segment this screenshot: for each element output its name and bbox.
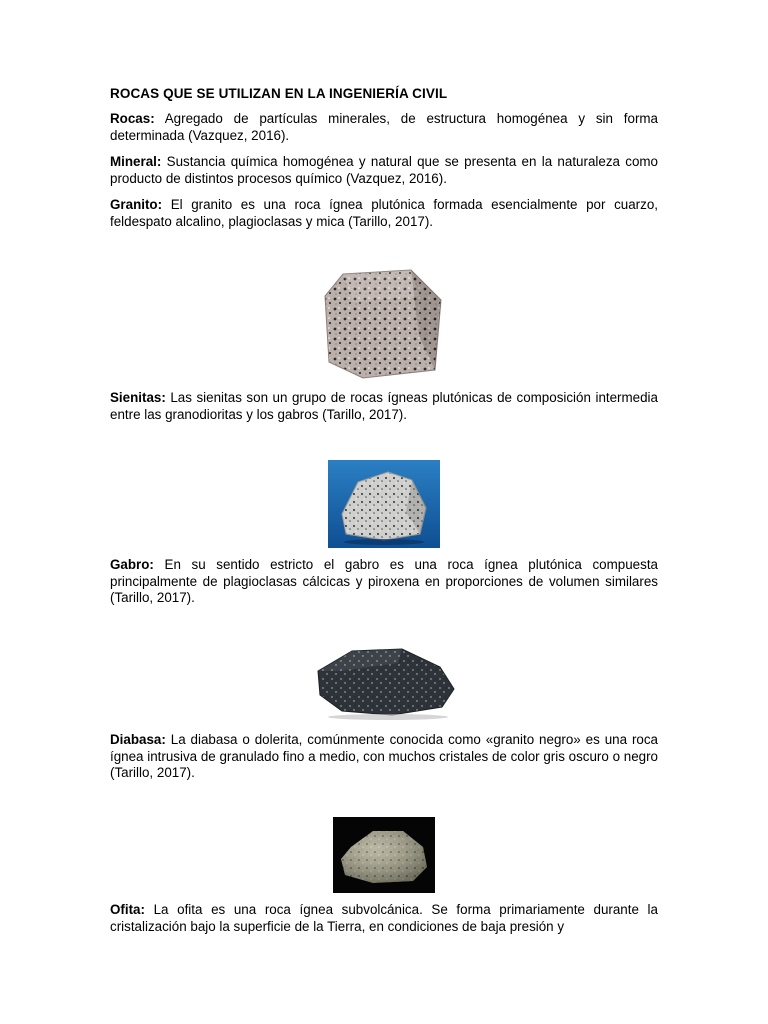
term-ofita: Ofita:: [110, 902, 145, 917]
sienita-image: [328, 460, 440, 548]
definition-rocas: Agregado de partículas minerales, de estructura homogénea y sin forma determinada (Vazquez, 2016).: [110, 111, 659, 143]
definition-ofita: La ofita es una roca ígnea subvolcánica. Se forma primariamente durante la cristalización bajo la superficie de la Tierra, en condiciones de baja presión y: [110, 902, 658, 934]
paragraph-granito: [110, 197, 658, 230]
gabro-image: [312, 641, 456, 721]
granito-image: [323, 266, 443, 380]
definition-gabro: En su sentido estricto el gabro es una roca ígnea plutónica compuesta principalmente de plagioclasas cálcicas y piroxena en proporciones de volumen similares (Tarillo, 2017).: [110, 557, 658, 606]
definition-diabasa: La diabasa o dolerita, comúnmente conocida como «granito negro» es una roca ígnea intrusiva de granulado fino a medio, con muchos cristales de color gris oscuro o negro (Tarillo, 2017).: [110, 732, 658, 781]
term-granito: Granito:: [110, 197, 163, 212]
paragraph-diabasa: [110, 732, 658, 782]
definition-sienitas: Las sienitas son un grupo de rocas ígneas plutónicas de composición intermedia entre las granodioritas y los gabros (Tarillo, 2017).: [110, 390, 658, 422]
paragraph-rocas: [110, 111, 658, 144]
term-gabro: Gabro:: [110, 557, 154, 572]
paragraph-gabro: [110, 557, 658, 607]
paragraph-mineral: [110, 154, 658, 187]
definition-mineral: Sustancia química homogénea y natural que se presenta en la naturaleza como producto de distintos procesos químico (Vazquez, 2016).: [110, 154, 658, 186]
paragraph-ofita: [110, 902, 658, 935]
definition-granito: El granito es una roca ígnea plutónica formada esencialmente por cuarzo, feldespato alcalino, plagioclasas y mica (Tarillo, 2017).: [110, 197, 658, 229]
term-mineral: Mineral:: [110, 154, 162, 169]
document-title: ROCAS QUE SE UTILIZAN EN LA INGENIERÍA CIVIL: [110, 86, 448, 101]
term-sienitas: Sienitas:: [110, 390, 166, 405]
paragraph-sienitas: [110, 390, 658, 423]
diabasa-image: [333, 817, 435, 893]
term-rocas: Rocas:: [110, 111, 155, 126]
term-diabasa: Diabasa:: [110, 732, 166, 747]
